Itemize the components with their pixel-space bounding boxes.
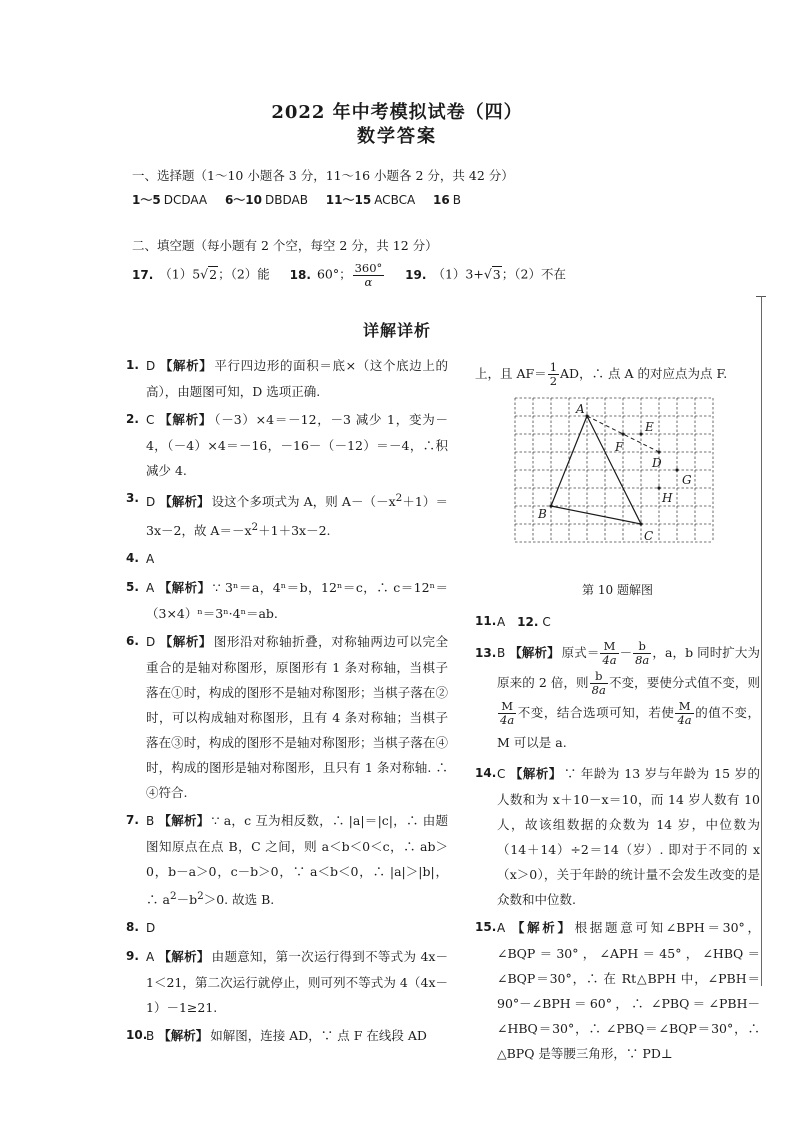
label-h: H — [662, 490, 673, 505]
answer-group-3: 11～15 ACBCA — [325, 193, 416, 207]
solution-8: 8. D — [126, 920, 156, 936]
page-subtitle: 数学答案 — [357, 126, 437, 147]
label-g: G — [682, 472, 692, 487]
right-column — [475, 361, 760, 1069]
solution-4: 4. A — [126, 551, 155, 567]
label-a: A — [576, 401, 585, 416]
section-2-answers: 17. （1）5√2；（2）能 18. 60°； $\frac{360^\circ}{\alpha}$ 19. （1）3+√3；（2）不在 — [132, 261, 566, 289]
solution-9: 9. A 【解析】 由题意知，第一次运行得到不等式为 4x－1＜21，第二次运行就停止，则可列不等式为 4（4x－1）－1≥21. — [126, 949, 448, 1016]
answer-group-1: 1～5 DCDAA — [132, 193, 208, 207]
solution-10: 10. B 【解析】 如解图，连接 AD，∵ 点 F 在线段 AD — [126, 1028, 427, 1044]
solution-1: 1. D 【解析】 平行四边形的面积＝底×（这个底边上的高），由题图可知，D 选项正确. — [126, 358, 448, 399]
solution-10-continued: 上，且 AF＝ $\frac{1}{2}$ AD，∴ 点 A 的对应点为点 F. — [475, 360, 728, 388]
label-d: D — [652, 455, 662, 470]
figure-10 — [475, 394, 760, 584]
page-title: 2022 年中考模拟试卷（四） — [271, 102, 523, 123]
section-2-heading: 二、填空题（每小题有 2 个空，每空 2 分，共 12 分） — [132, 238, 438, 253]
answer-group-2: 6～10 DBDAB — [224, 193, 308, 207]
section-heading: 详解详析 — [362, 321, 431, 340]
solution-5: 5. A 【解析】 ∵ 3ⁿ＝a，4ⁿ＝b，12ⁿ＝c，∴ c＝12ⁿ＝（3×4）ⁿ＝3ⁿ·4ⁿ＝ab. — [126, 580, 448, 622]
section-1-heading: 一、选择题（1～10 小题各 3 分，11～16 小题各 2 分，共 42 分） — [132, 168, 514, 183]
figure-caption: 第 10 题解图 — [582, 582, 653, 597]
grid-diagram — [511, 394, 717, 546]
scan-edge-line — [761, 296, 762, 986]
label-e: E — [645, 419, 654, 434]
solution-14: 14. C 【解析】 ∵ 年龄为 13 岁与年龄为 15 岁的人数和为 x＋10－x＝10，而 14 岁人数有 10 人，故该组数据的众数为 14 岁，中位数为（14＋14）÷2＝14（岁）. 即对于不同的 x（x＞0），关于年龄的统计量不会发生改变的是众数和中位数. — [475, 765, 760, 907]
left-column — [126, 353, 448, 1052]
label-f: F — [615, 439, 624, 454]
label-b: B — [538, 506, 547, 521]
solution-2: 2. C 【解析】 （－3）×4＝－12，－3 减少 1，变为－4，（－4）×4＝－16，－16－（－12）＝－4，∴积减少 4. — [126, 412, 448, 478]
solution-3: 3. D 【解析】 设这个多项式为 A，则 $A-(-x^2+1)=3x-2$，故 $A=-x^2+1+3x-2$. — [126, 491, 448, 539]
solution-13: 13. B 【解析】 原式＝ $\frac{M}{4a}$ － $\frac{b}{8a}$ ，a，b 同时扩大为原来的 2 倍，则 $\frac{b}{8a}$ 不变，要使分式值不变，则 $\frac{M}{4a}$ 不变，结合选项可知，若使 $\frac{M}{4a}$ 的值不变，M 可以是 a. — [475, 639, 760, 750]
segment-bc — [551, 506, 641, 524]
fraction-360-alpha: $\frac{360^\circ}{\alpha}$ — [354, 261, 383, 289]
solution-6: 6. D 【解析】 图形沿对称轴折叠，对称轴两边可以完全重合的是轴对称图形，原图形有 1 条对称轴，当棋子落在①时，构成的图形不是轴对称图形；当棋子落在②时，可以构成轴对称图形，且有 4 条对称轴；当棋子落在③时，构成的图形不是轴对称图形；当棋子落在④时，构成的图形是轴对称图形，且只有 1 条对称轴. ∴ ④符合. — [126, 634, 448, 801]
fraction-one-half: $\frac{1}{2}$ — [549, 360, 558, 388]
section-1-answers — [132, 191, 475, 208]
solution-15: 15. A 【解析】 根据题意可知∠BPH＝30°，∠BQP＝30°，∠APH＝45°，∠HBQ＝∠BQP＝30°，∴ 在 Rt△BPH 中，∠PBH＝90°－∠BPH＝60°，∴ ∠PBQ＝∠PBH－∠HBQ＝30°，∴ ∠PBQ＝∠BQP＝30°，∴ △BPQ 是等腰三角形，∵ PD⊥ — [475, 919, 760, 1061]
solution-7: 7. B 【解析】 ∵ a，c 互为相反数，∴ |a|＝|c|，∴ 由题图知原点在点 B，C 之间，则 a＜b＜0＜c，∴ ab＞0，b－a＞0，c－b＞0，∵ a＜b＜0，∴ |a|＞|b|，∴ $a^2-b^2>0$. 故选 B. — [126, 813, 448, 908]
answer-group-4: 16 B — [433, 193, 461, 207]
solution-11-12: 11. A 12. C — [475, 613, 551, 629]
label-c: C — [644, 528, 654, 543]
